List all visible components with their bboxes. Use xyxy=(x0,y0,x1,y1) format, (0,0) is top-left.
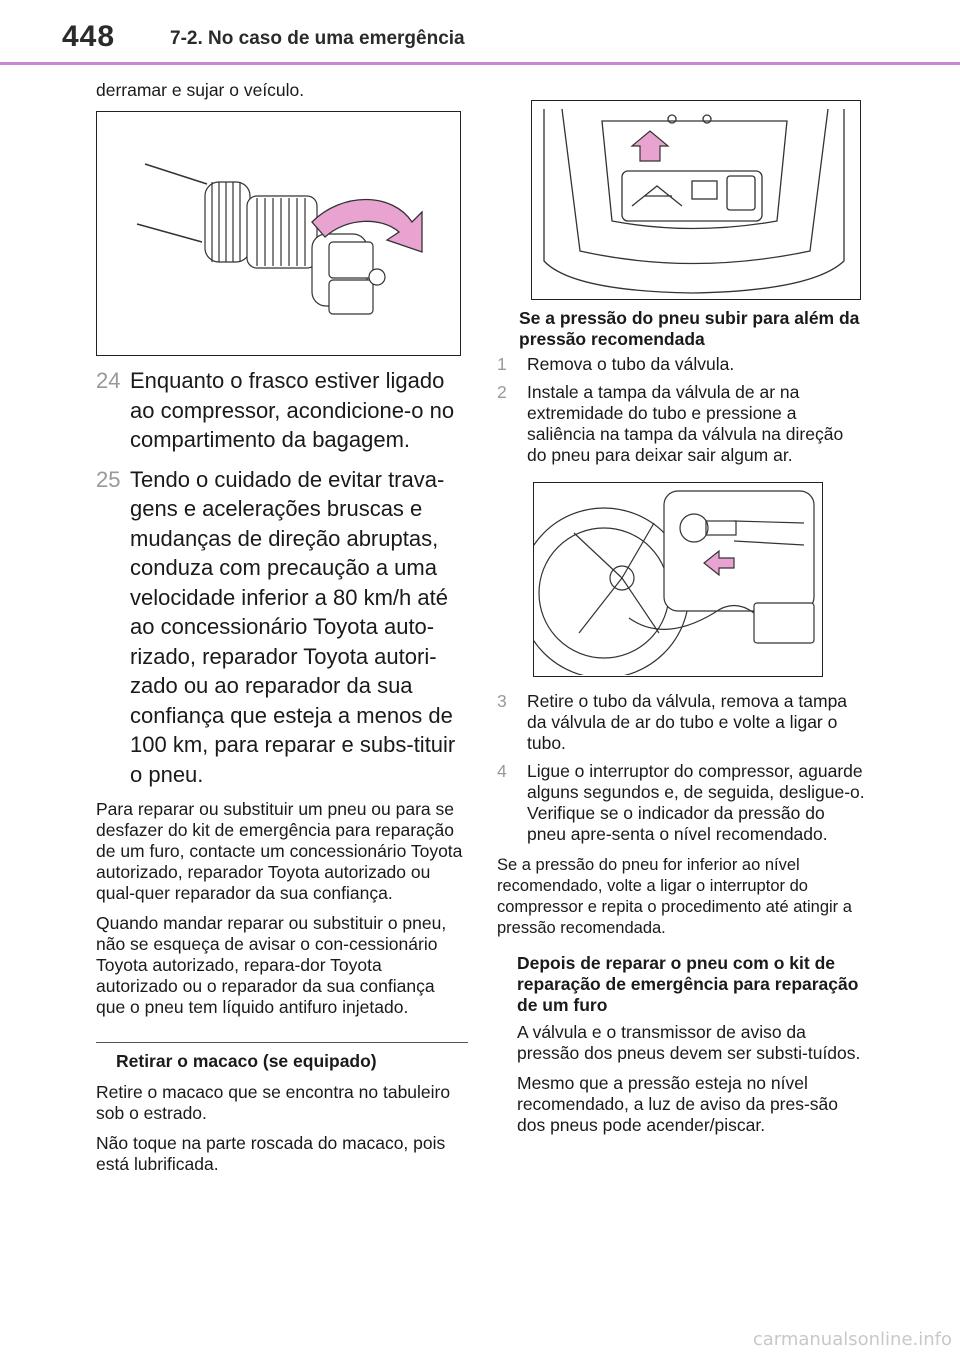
trunk-illustration xyxy=(531,100,861,300)
step-2 xyxy=(497,382,867,466)
intro-text: derramar e sujar o veículo. xyxy=(96,80,305,100)
right-column xyxy=(497,100,867,1145)
warning-light-paragraph: Mesmo que a pressão esteja no nível recomendado, a luz de aviso da pres-são dos pneus pode acender/piscar. xyxy=(517,1073,839,1135)
left-column xyxy=(96,80,468,1184)
pressure-low-paragraph: Se a pressão do pneu for inferior ao nível recomendado, volte a ligar o interruptor do compressor e repita o procedimento até atingir a pressão recomendada. xyxy=(497,856,852,937)
jack-heading: Retirar o macaco (se equipado) xyxy=(116,1051,377,1071)
section-title: 7-2. No caso de uma emergência xyxy=(170,28,465,49)
step-number: 2 xyxy=(497,382,507,402)
page-header xyxy=(0,0,960,68)
hose-illustration xyxy=(96,111,461,356)
hose-drawing xyxy=(97,112,459,354)
step-number: 4 xyxy=(497,761,507,781)
step-text: Enquanto o frasco estiver ligado ao compressor, acondicione-o no compartimento da bagagem. xyxy=(130,368,455,452)
valve-drawing xyxy=(534,483,821,675)
jack-paragraph-2: Não toque na parte roscada do macaco, pois está lubrificada. xyxy=(96,1133,446,1174)
step-24 xyxy=(96,366,468,455)
pressure-high-heading: Se a pressão do pneu subir para além da pressão recomendada xyxy=(519,308,860,349)
step-text: Tendo o cuidado de evitar trava-gens e acelerações bruscas e mudanças de direção abruptas, conduza com precaução a uma velocidade inferior a 80 km/h até ao concessionário Toyota auto-rizado, reparador Toyota autori-zado ou ao reparador da sua confiança que esteja a menos de 100 km, para reparar e subs-tituir o pneu. xyxy=(130,466,456,787)
step-number: 3 xyxy=(497,691,507,711)
trunk-drawing xyxy=(532,101,859,298)
repair-paragraph: Para reparar ou substituir um pneu ou para se desfazer do kit de emergência para reparação de um furo, contacte um concessionário Toyota autorizado, reparador Toyota autorizado ou qual-quer reparador da sua confiança. xyxy=(96,799,463,903)
jack-paragraph-1: Retire o macaco que se encontra no tabuleiro sob o estrado. xyxy=(96,1082,451,1123)
valve-illustration xyxy=(533,482,823,677)
step-text: Instale a tampa da válvula de ar na extremidade do tubo e pressione a saliência na tampa da válvula na direção do pneu para deixar sair algum ar. xyxy=(527,382,844,465)
step-4 xyxy=(497,761,867,845)
step-text: Retire o tubo da válvula, remova a tampa da válvula de ar do tubo e volte a ligar o tubo. xyxy=(527,691,848,753)
header-rule xyxy=(0,62,960,65)
after-repair-heading: Depois de reparar o pneu com o kit de reparação de emergência para reparação de um furo xyxy=(517,953,859,1015)
watermark: carmanualsonline.info xyxy=(752,1329,952,1350)
page-number: 448 xyxy=(62,20,116,53)
step-text: Ligue o interruptor do compressor, aguarde alguns segundos e, de seguida, desligue-o. Verifique se o indicador da pressão do pneu apre-senta o nível recomendado. xyxy=(527,761,865,844)
step-number: 1 xyxy=(497,354,507,374)
step-text: Remova o tubo da válvula. xyxy=(527,354,735,374)
step-3 xyxy=(497,691,867,754)
section-divider xyxy=(96,1042,468,1043)
step-25 xyxy=(96,465,468,790)
step-number: 24 xyxy=(96,368,121,393)
step-1 xyxy=(497,354,867,375)
notify-paragraph: Quando mandar reparar ou substituir o pneu, não se esqueça de avisar o con-cessionário Toyota autorizado, repara-dor Toyota autorizado ou o reparador da sua confiança que o pneu tem líquido antifuro injetado. xyxy=(96,913,447,1017)
step-number: 25 xyxy=(96,466,121,492)
sensor-paragraph: A válvula e o transmissor de aviso da pressão dos pneus devem ser substi-tuídos. xyxy=(517,1022,861,1063)
